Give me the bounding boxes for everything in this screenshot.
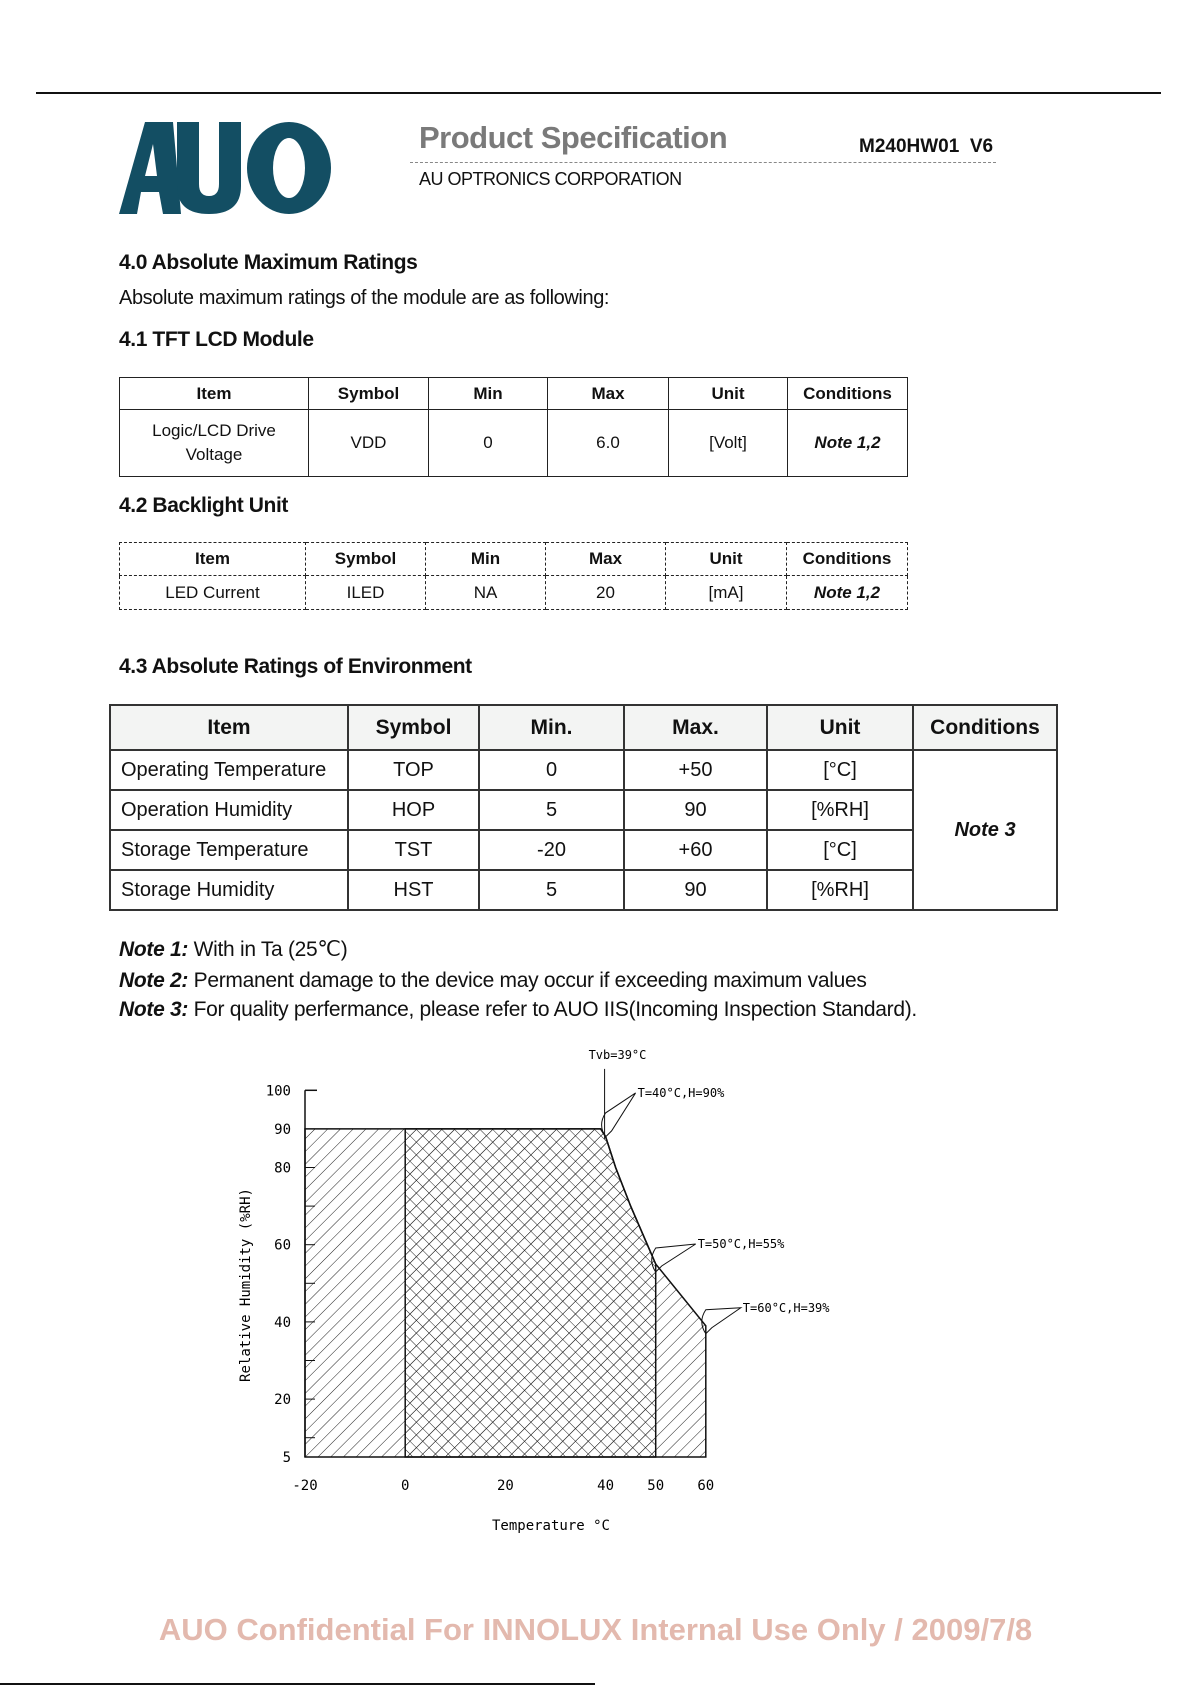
document-title: Product Specification bbox=[419, 120, 728, 155]
col-header: Conditions bbox=[913, 705, 1057, 750]
col-header: Item bbox=[110, 705, 348, 750]
section-4-3-heading: 4.3 Absolute Ratings of Environment bbox=[119, 655, 472, 678]
col-header: Symbol bbox=[306, 543, 426, 576]
table-header-row bbox=[110, 705, 1057, 750]
max-cell: +50 bbox=[624, 750, 767, 790]
model-number: M240HW01 V6 bbox=[859, 136, 994, 157]
symbol-cell: ILED bbox=[306, 576, 426, 610]
unit-cell: [mA] bbox=[666, 576, 787, 610]
annotation-label: T=60°C,H=39% bbox=[742, 1300, 830, 1315]
y-tick-label: 20 bbox=[274, 1392, 291, 1409]
section-4-0-intro: Absolute maximum ratings of the module are as following: bbox=[119, 287, 610, 309]
col-header: Min. bbox=[479, 705, 624, 750]
item-cell: Operating Temperature bbox=[110, 750, 348, 790]
note-1 bbox=[119, 937, 347, 962]
unit-cell: [°C] bbox=[767, 830, 913, 870]
note-label: Note 3: bbox=[119, 998, 189, 1021]
note-text: For quality perfermance, please refer to AUO IIS(Incoming Inspection Standard). bbox=[188, 998, 917, 1021]
note-label: Note 1: bbox=[119, 938, 189, 961]
note-2 bbox=[119, 969, 867, 993]
section-4-0-heading: 4.0 Absolute Maximum Ratings bbox=[119, 251, 418, 274]
note-text: With in Ta (25℃) bbox=[188, 938, 348, 961]
item-line: Voltage bbox=[185, 445, 243, 464]
unit-cell: [%RH] bbox=[767, 870, 913, 910]
table-header-row bbox=[120, 543, 908, 576]
conditions-cell: Note 1,2 bbox=[787, 576, 908, 610]
col-header: Conditions bbox=[787, 543, 908, 576]
unit-cell: [%RH] bbox=[767, 790, 913, 830]
col-header: Unit bbox=[767, 705, 913, 750]
unit-cell: [Volt] bbox=[669, 410, 788, 477]
annotation-label: Tvb=39°C bbox=[588, 1047, 647, 1062]
col-header: Min bbox=[426, 543, 546, 576]
col-header: Conditions bbox=[788, 378, 908, 410]
symbol-cell: HOP bbox=[348, 790, 479, 830]
table-header-row bbox=[120, 378, 908, 410]
min-cell: 5 bbox=[479, 790, 624, 830]
col-header: Max. bbox=[624, 705, 767, 750]
company-name: AU OPTRONICS CORPORATION bbox=[419, 169, 682, 189]
symbol-cell: TST bbox=[348, 830, 479, 870]
symbol-cell: TOP bbox=[348, 750, 479, 790]
max-cell: 6.0 bbox=[548, 410, 669, 477]
header-rule bbox=[36, 92, 1161, 94]
tft-lcd-module-table bbox=[119, 377, 908, 477]
item-cell: Operation Humidity bbox=[110, 790, 348, 830]
conditions-cell: Note 1,2 bbox=[788, 410, 908, 477]
confidential-watermark: AUO Confidential For INNOLUX Internal Use Only / 2009/7/8 bbox=[158, 1612, 1033, 1647]
item-cell bbox=[120, 410, 309, 477]
col-header: Symbol bbox=[309, 378, 429, 410]
max-cell: +60 bbox=[624, 830, 767, 870]
y-axis-title: Relative Humidity (%RH) bbox=[238, 1188, 254, 1382]
col-header: Max bbox=[548, 378, 669, 410]
x-tick-label: 40 bbox=[597, 1478, 615, 1494]
table-row bbox=[120, 576, 908, 610]
item-line: Logic/LCD Drive bbox=[152, 421, 276, 440]
unit-cell: [°C] bbox=[767, 750, 913, 790]
x-tick-label: 50 bbox=[647, 1478, 665, 1494]
backlight-unit-table bbox=[119, 542, 908, 610]
col-header: Item bbox=[120, 543, 306, 576]
col-header: Item bbox=[120, 378, 309, 410]
y-tick-label: 60 bbox=[274, 1237, 291, 1254]
max-cell: 90 bbox=[624, 790, 767, 830]
temperature-humidity-chart bbox=[200, 1040, 900, 1600]
x-tick-label: 20 bbox=[496, 1478, 514, 1494]
y-tick-label: 40 bbox=[274, 1314, 291, 1331]
annotation-callout bbox=[702, 1308, 741, 1334]
y-tick-label: 100 bbox=[265, 1083, 291, 1100]
max-cell: 90 bbox=[624, 870, 767, 910]
annotation-label: T=40°C,H=90% bbox=[637, 1085, 725, 1100]
item-cell: Storage Temperature bbox=[110, 830, 348, 870]
item-cell: Storage Humidity bbox=[110, 870, 348, 910]
y-tick-label: 80 bbox=[274, 1160, 291, 1177]
table-row bbox=[110, 750, 1057, 790]
col-header: Unit bbox=[669, 378, 788, 410]
y-tick-label: 90 bbox=[274, 1121, 291, 1138]
table-row bbox=[120, 410, 908, 477]
col-header: Symbol bbox=[348, 705, 479, 750]
note-3 bbox=[119, 998, 917, 1022]
item-cell: LED Current bbox=[120, 576, 306, 610]
min-cell: NA bbox=[426, 576, 546, 610]
col-header: Max bbox=[546, 543, 666, 576]
conditions-cell: Note 3 bbox=[913, 750, 1057, 910]
col-header: Min bbox=[429, 378, 548, 410]
symbol-cell: VDD bbox=[309, 410, 429, 477]
annotation-callout bbox=[602, 1093, 636, 1137]
x-tick-label: 0 bbox=[400, 1478, 410, 1494]
annotation-label: T=50°C,H=55% bbox=[697, 1237, 785, 1251]
col-header: Unit bbox=[666, 543, 787, 576]
auo-logo bbox=[119, 122, 334, 214]
max-cell: 20 bbox=[546, 576, 666, 610]
header-dashed-rule bbox=[410, 162, 996, 163]
min-cell: 5 bbox=[479, 870, 624, 910]
section-4-2-heading: 4.2 Backlight Unit bbox=[119, 494, 289, 517]
environment-ratings-table bbox=[109, 704, 1058, 911]
symbol-cell: HST bbox=[348, 870, 479, 910]
min-cell: -20 bbox=[479, 830, 624, 870]
x-tick-label: 60 bbox=[697, 1478, 715, 1494]
x-tick-label: -20 bbox=[292, 1478, 318, 1494]
x-axis-title: Temperature °C bbox=[491, 1518, 611, 1534]
y-tick-label: 5 bbox=[282, 1450, 291, 1466]
min-cell: 0 bbox=[479, 750, 624, 790]
note-label: Note 2: bbox=[119, 969, 189, 992]
section-4-1-heading: 4.1 TFT LCD Module bbox=[119, 328, 314, 351]
min-cell: 0 bbox=[429, 410, 548, 477]
note-text: Permanent damage to the device may occur if exceeding maximum values bbox=[188, 969, 867, 992]
operating-region bbox=[405, 1129, 656, 1457]
